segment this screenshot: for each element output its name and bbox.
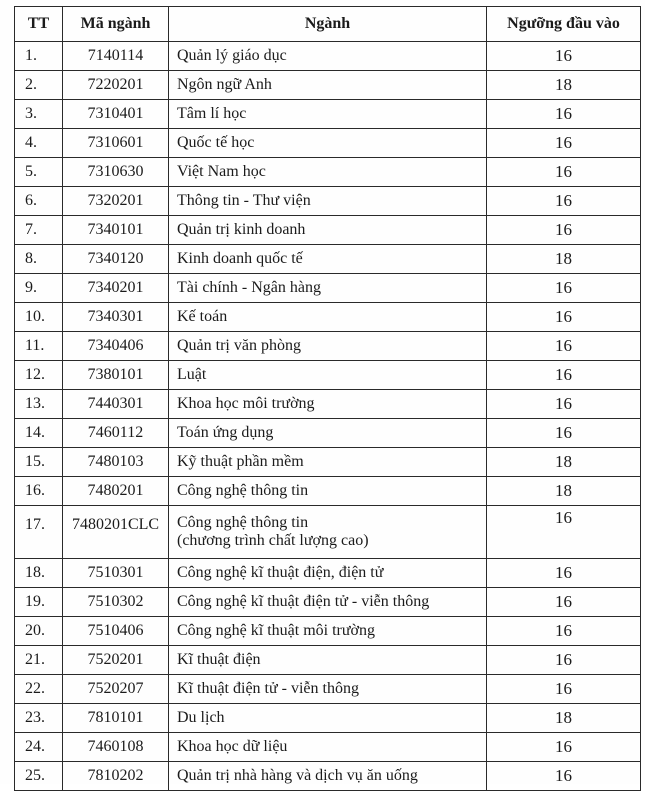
table-row [15, 71, 641, 100]
row-tt: 23. [15, 704, 63, 733]
table-row [15, 588, 641, 617]
row-score: 16 [487, 42, 641, 71]
row-code: 7310630 [63, 158, 169, 187]
table-row [15, 187, 641, 216]
admission-threshold-table [14, 6, 641, 791]
row-code: 7320201 [63, 187, 169, 216]
row-tt: 10. [15, 303, 63, 332]
row-name-cell [169, 506, 487, 559]
row-score: 16 [487, 617, 641, 646]
row-name: Công nghệ kĩ thuật điện tử - viễn thông [169, 588, 487, 617]
row-code: 7340120 [63, 245, 169, 274]
table-row [15, 762, 641, 791]
table-row [15, 274, 641, 303]
row-name: Quản trị nhà hàng và dịch vụ ăn uống [169, 762, 487, 791]
row-name: Kinh doanh quốc tế [169, 245, 487, 274]
table-row [15, 390, 641, 419]
row-code: 7340201 [63, 274, 169, 303]
row-tt: 3. [15, 100, 63, 129]
row-score: 16 [487, 733, 641, 762]
row-tt: 12. [15, 361, 63, 390]
header-score: Ngưỡng đầu vào [487, 7, 641, 42]
row-name: Công nghệ thông tin [169, 477, 487, 506]
row-name: Khoa học dữ liệu [169, 733, 487, 762]
table-row [15, 477, 641, 506]
row-code: 7520207 [63, 675, 169, 704]
row-name: Tâm lí học [169, 100, 487, 129]
table-row [15, 100, 641, 129]
table-row [15, 361, 641, 390]
row-name: Kĩ thuật điện [169, 646, 487, 675]
row-score: 16 [487, 419, 641, 448]
table-row [15, 646, 641, 675]
row-tt: 6. [15, 187, 63, 216]
table-row [15, 216, 641, 245]
row-score: 16 [487, 332, 641, 361]
table-row [15, 506, 641, 559]
row-score: 18 [487, 704, 641, 733]
row-code: 7340301 [63, 303, 169, 332]
row-score: 16 [487, 559, 641, 588]
row-tt: 13. [15, 390, 63, 419]
row-code: 7440301 [63, 390, 169, 419]
row-score: 16 [487, 303, 641, 332]
row-name: Tài chính - Ngân hàng [169, 274, 487, 303]
row-score: 16 [487, 506, 641, 559]
table-row [15, 332, 641, 361]
row-code: 7340101 [63, 216, 169, 245]
row-score: 16 [487, 646, 641, 675]
row-code: 7480103 [63, 448, 169, 477]
table-header-row [15, 7, 641, 42]
row-tt: 11. [15, 332, 63, 361]
row-score: 18 [487, 245, 641, 274]
row-name: Quản trị văn phòng [169, 332, 487, 361]
row-score: 16 [487, 129, 641, 158]
header-name: Ngành [169, 7, 487, 42]
row-code: 7460108 [63, 733, 169, 762]
row-score: 16 [487, 216, 641, 245]
row-name: Kĩ thuật điện tử - viễn thông [169, 675, 487, 704]
row-tt: 8. [15, 245, 63, 274]
table-row [15, 303, 641, 332]
row-tt: 15. [15, 448, 63, 477]
row-score: 16 [487, 361, 641, 390]
row-tt: 21. [15, 646, 63, 675]
header-tt: TT [15, 7, 63, 42]
row-name: Ngôn ngữ Anh [169, 71, 487, 100]
row-tt: 17. [15, 506, 63, 559]
row-name: Công nghệ thông tin [177, 514, 309, 531]
row-code: 7510301 [63, 559, 169, 588]
row-tt: 22. [15, 675, 63, 704]
row-code: 7810202 [63, 762, 169, 791]
row-name: Công nghệ kĩ thuật điện, điện tử [169, 559, 487, 588]
row-name: Khoa học môi trường [169, 390, 487, 419]
row-name: Luật [169, 361, 487, 390]
row-score: 16 [487, 390, 641, 419]
row-tt: 24. [15, 733, 63, 762]
row-score: 16 [487, 762, 641, 791]
row-tt: 19. [15, 588, 63, 617]
row-score: 16 [487, 588, 641, 617]
table-row [15, 559, 641, 588]
row-score: 16 [487, 187, 641, 216]
row-tt: 14. [15, 419, 63, 448]
row-name: Kế toán [169, 303, 487, 332]
row-name: Công nghệ kĩ thuật môi trường [169, 617, 487, 646]
header-code: Mã ngành [63, 7, 169, 42]
row-name: Việt Nam học [169, 158, 487, 187]
row-code: 7810101 [63, 704, 169, 733]
row-name: Toán ứng dụng [169, 419, 487, 448]
row-score: 16 [487, 158, 641, 187]
table-row [15, 733, 641, 762]
row-code: 7140114 [63, 42, 169, 71]
row-tt: 9. [15, 274, 63, 303]
table-row [15, 419, 641, 448]
table-body [15, 42, 641, 791]
row-tt: 4. [15, 129, 63, 158]
row-name: Quốc tế học [169, 129, 487, 158]
row-code: 7310401 [63, 100, 169, 129]
row-name-note: (chương trình chất lượng cao) [177, 532, 369, 549]
row-code: 7480201CLC [63, 506, 169, 559]
row-tt: 18. [15, 559, 63, 588]
table-row [15, 448, 641, 477]
table-row [15, 42, 641, 71]
row-code: 7480201 [63, 477, 169, 506]
row-tt: 1. [15, 42, 63, 71]
row-tt: 7. [15, 216, 63, 245]
table-row [15, 129, 641, 158]
row-code: 7460112 [63, 419, 169, 448]
table-row [15, 245, 641, 274]
row-name: Quản trị kinh doanh [169, 216, 487, 245]
row-name: Du lịch [169, 704, 487, 733]
table-row [15, 704, 641, 733]
row-score: 16 [487, 274, 641, 303]
table-row [15, 158, 641, 187]
row-score: 18 [487, 448, 641, 477]
row-code: 7520201 [63, 646, 169, 675]
row-tt: 2. [15, 71, 63, 100]
row-name: Kỹ thuật phần mềm [169, 448, 487, 477]
row-score: 16 [487, 100, 641, 129]
row-score: 16 [487, 675, 641, 704]
row-code: 7510302 [63, 588, 169, 617]
row-code: 7340406 [63, 332, 169, 361]
row-code: 7220201 [63, 71, 169, 100]
row-tt: 5. [15, 158, 63, 187]
row-score: 18 [487, 477, 641, 506]
row-code: 7380101 [63, 361, 169, 390]
row-tt: 20. [15, 617, 63, 646]
row-tt: 16. [15, 477, 63, 506]
row-code: 7510406 [63, 617, 169, 646]
row-tt: 25. [15, 762, 63, 791]
row-score: 18 [487, 71, 641, 100]
row-name: Quản lý giáo dục [169, 42, 487, 71]
table-row [15, 617, 641, 646]
row-name: Thông tin - Thư viện [169, 187, 487, 216]
table-row [15, 675, 641, 704]
row-code: 7310601 [63, 129, 169, 158]
